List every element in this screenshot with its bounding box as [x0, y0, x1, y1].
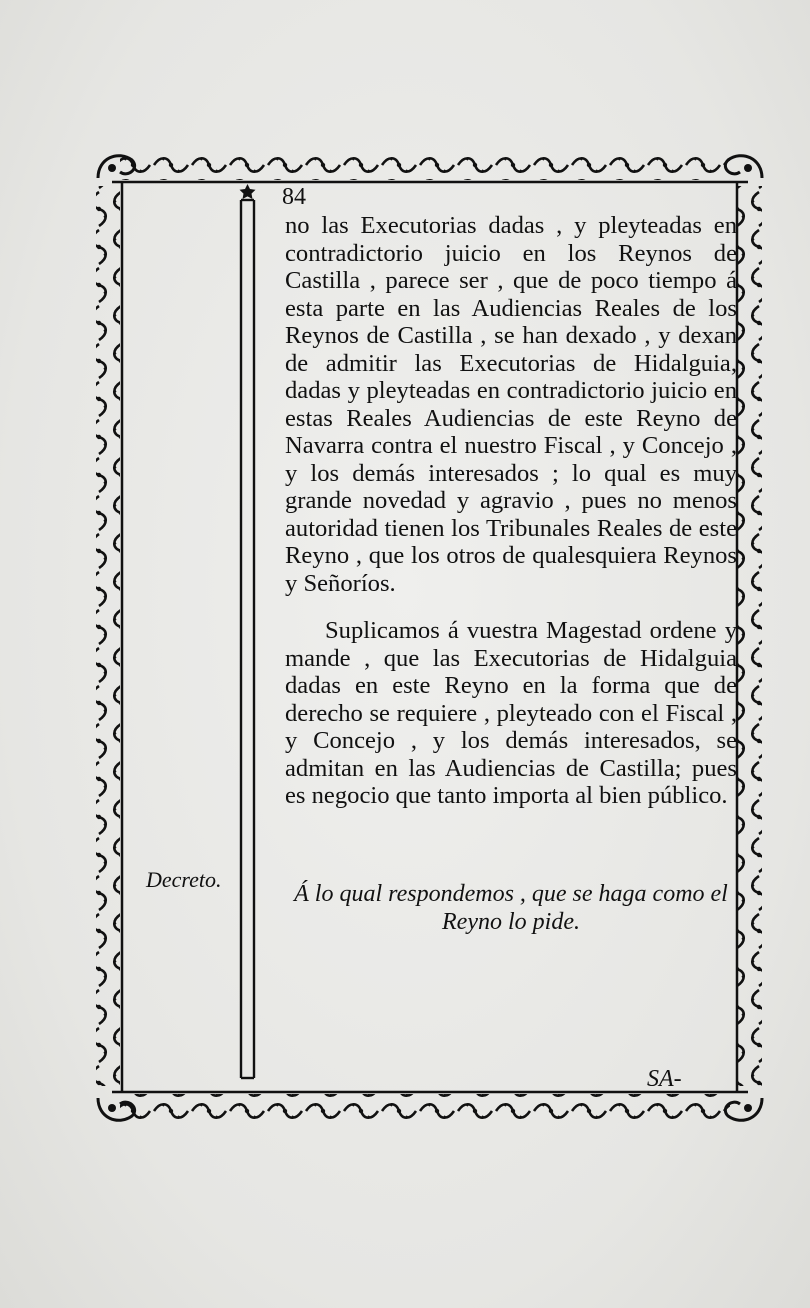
decree-text: Á lo qual respondemos , que se haga como el Reyno lo pide.	[294, 881, 728, 935]
margin-note-decreto: Decreto.	[146, 867, 222, 892]
catchword: SA-	[647, 1066, 682, 1092]
paragraph-2: Suplicamos á vuestra Magestad ordene y mande , que las Executorias de Hidalguia dadas en este Reyno en la forma que de derecho se requiere , pleyteado con el Fiscal , y Concejo , y los demás interesados, se admitan en las Audiencias de Castilla; pues es negocio que tanto importa al bien público.	[285, 617, 737, 809]
page-number: 84	[282, 184, 306, 210]
paragraph-1: no las Executorias dadas , y pleyteadas en contradictorio juicio en los Reynos de Castilla , parece ser , que de poco tiempo á esta parte en las Audiencias Reales de los Reynos de Castilla , se han dexado , y dexan de admitir las Executorias de Hidalguia, dadas y pleyteadas en contradictorio juicio en estas Reales Audiencias de este Reyno de Navarra contra el nuestro Fiscal , y Concejo , y los demás interesados ; lo qual es muy grande novedad y agravio , pues no menos autoridad tienen los Tribunales Reales de este Reyno , que los otros de qualesquiera Reynos y Señoríos.	[285, 212, 737, 597]
body-text	[285, 212, 737, 810]
